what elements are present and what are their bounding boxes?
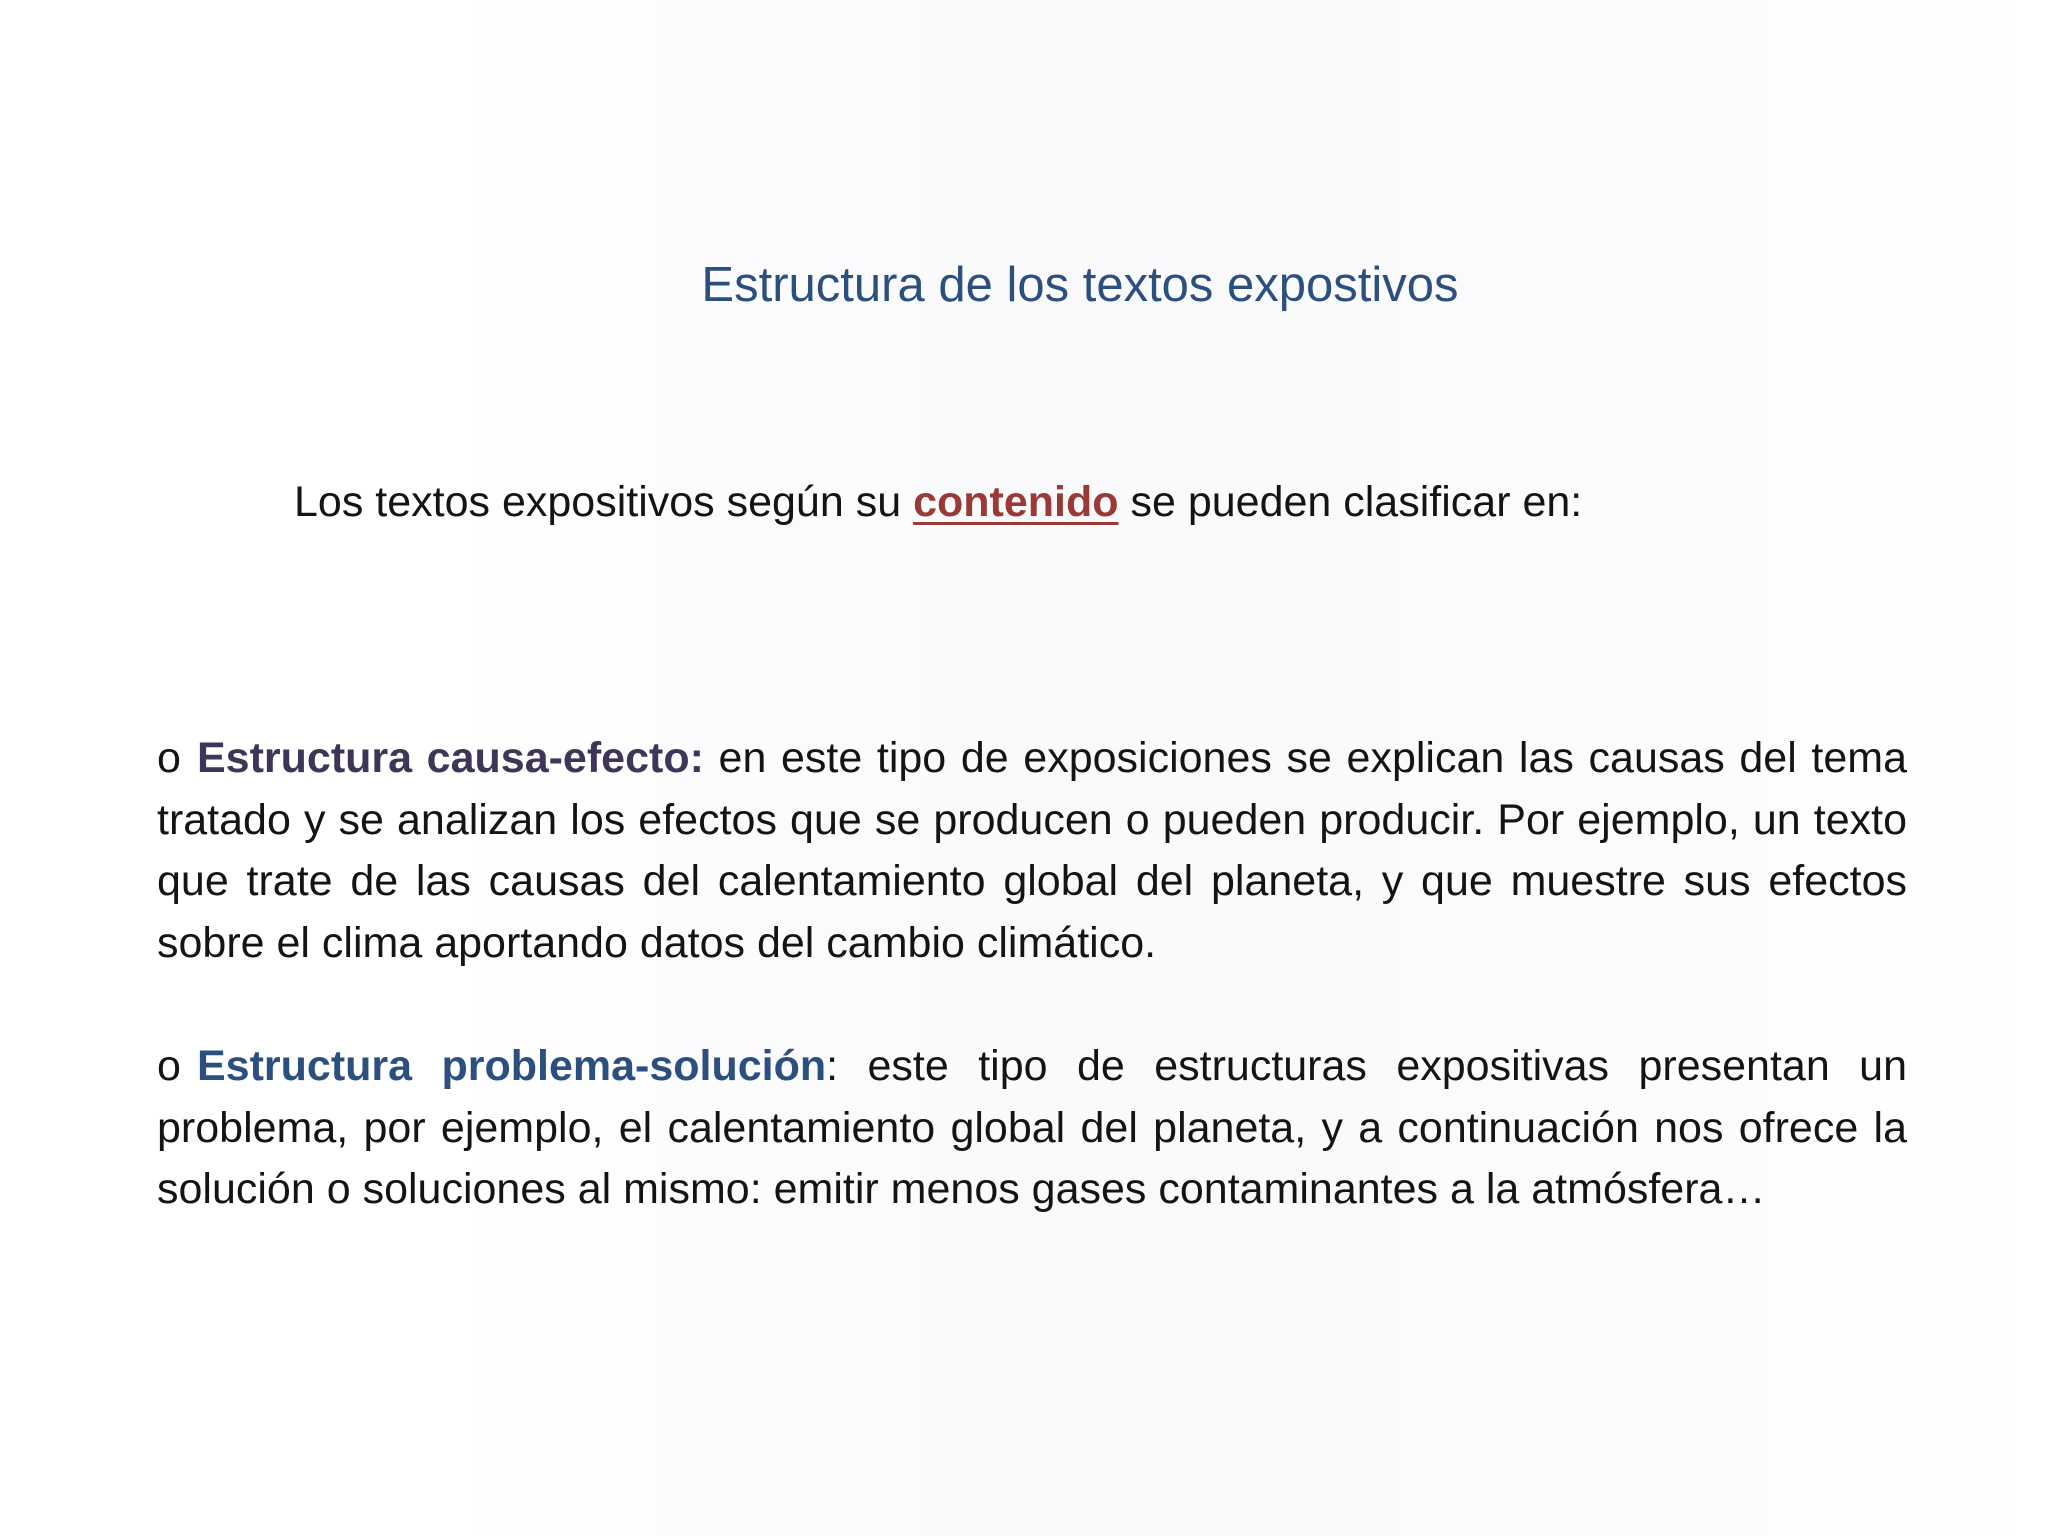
intro-sentence — [294, 472, 1582, 532]
list-item-problema-solucion — [157, 1036, 1907, 1221]
list-item-causa-efecto — [157, 728, 1907, 974]
item-heading: Estructura causa-efecto: — [197, 734, 704, 782]
item-text: : este tipo de estructuras expositivas presentan un problema, por ejemplo, el calentamiento global del planeta, y a continuación nos ofrece la solución o soluciones al mismo: emitir menos gases contaminantes a la atmósfera… — [157, 1042, 1907, 1213]
bullet-icon: o — [157, 1042, 181, 1090]
intro-text-after: se pueden clasificar en: — [1118, 478, 1583, 526]
slide-title: Estructura de los textos expostivos — [701, 258, 1459, 312]
intro-text-before: Los textos expositivos según su — [294, 478, 914, 526]
intro-keyword: contenido — [913, 478, 1119, 526]
item-text: en este tipo de exposiciones se explican las causas del tema tratado y se analizan los efectos que se producen o pueden producir. Por ejemplo, un texto que trate de las causas del calentamiento global del planeta, y que muestre sus efectos sobre el clima aportando datos del cambio climático. — [157, 734, 1907, 967]
item-heading: Estructura problema-solución — [197, 1042, 827, 1090]
bullet-icon: o — [157, 734, 181, 782]
